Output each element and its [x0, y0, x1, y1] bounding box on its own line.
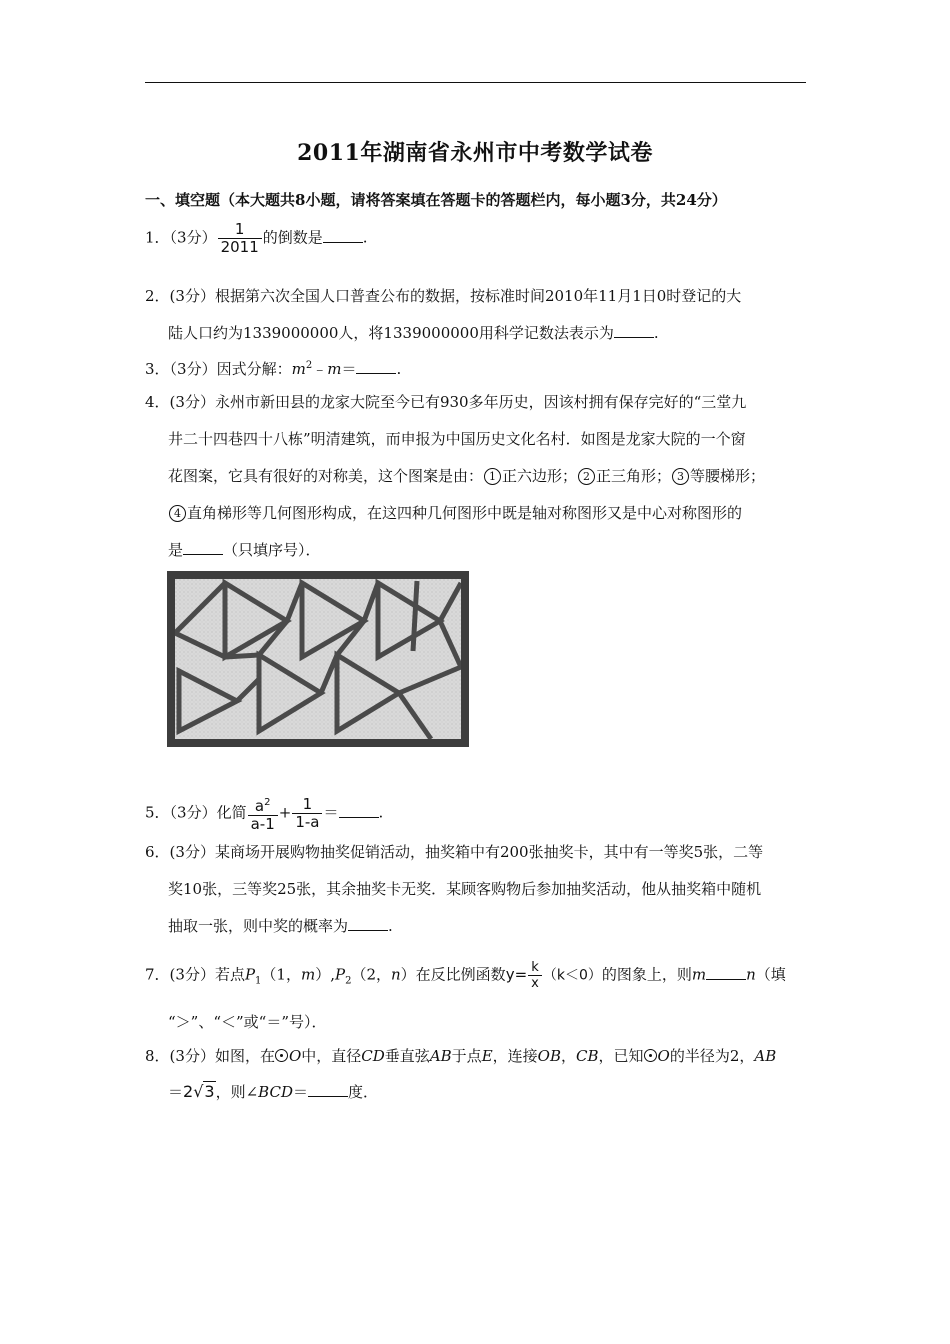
answer-blank[interactable] [339, 803, 379, 818]
answer-blank[interactable] [348, 916, 388, 931]
fraction: $\frac{1}{2011}$ [218, 221, 262, 256]
header-rule [145, 82, 806, 83]
question-6-cont-1: 奖10张，三等奖25张，其余抽奖卡无奖．某顾客购物后参加抽奖活动，他从抽奖箱中随机 [168, 880, 762, 898]
circled-number: 2 [578, 468, 595, 485]
fraction: $\frac{a^2}{a-1}$ [248, 794, 278, 833]
question-4-cont-3: 4 直角梯形等几何图形构成，在这四种几何图形中既是轴对称图形又是中心对称图形的 [168, 503, 742, 523]
question-7: 7．(3分）若点$P_1(1$，$m),P_2(2$，n）在反比例函数y= $\frac{k}{x}$ （k＜0）的图象上，则m n（填 [145, 960, 786, 991]
question-4-cont-1: 井二十四巷四十八栋”明清建筑，而申报为中国历史文化名村．如图是龙家大院的一个窗 [168, 430, 746, 448]
answer-blank[interactable] [356, 359, 396, 374]
question-4-cont-4: 是 （只填序号）． [168, 541, 321, 559]
answer-blank[interactable] [308, 1082, 348, 1097]
page-title: 2011年湖南省永州市中考数学试卷 [297, 140, 653, 166]
fraction: $\frac{1}{1-a}$ [292, 796, 322, 831]
circled-number: 3 [672, 468, 689, 485]
window-pattern-figure [167, 571, 469, 747]
question-8-cont: ＝2√3，则∠BCD＝ 度． [168, 1082, 379, 1101]
answer-blank[interactable] [183, 540, 223, 555]
fraction: $\frac{k}{x}$ [528, 960, 542, 991]
question-2: 2．(3分）根据第六次全国人口普查公布的数据，按标准时间2010年11月1日0时登记的大 [145, 287, 742, 305]
circle-symbol-icon [275, 1049, 288, 1062]
circled-number: 4 [169, 505, 186, 522]
answer-blank[interactable] [614, 323, 654, 338]
question-4-cont-2: 花图案，它具有很好的对称美，这个图案是由： 1 正六边形； 2 正三角形； 3 等腰梯形； [168, 467, 766, 485]
question-1: 1．（3分） $\frac{1}{2011}$ 的倒数是 . [145, 220, 368, 256]
question-7-cont: “＞”、“＜”或“＝”号）． [168, 1013, 327, 1031]
question-3: 3．（3分）因式分解：$m^2﹣m=$ . [145, 360, 402, 378]
answer-blank[interactable] [706, 965, 746, 980]
question-2-cont: 陆人口约为1339000000人，将1339000000用科学记数法表示为 . [168, 324, 659, 342]
question-6: 6．(3分）某商场开展购物抽奖促销活动，抽奖箱中有200张抽奖卡，其中有一等奖5张，二等 [145, 843, 764, 861]
sqrt-expression: 2√3 [183, 1082, 215, 1101]
section-heading: 一、填空题（本大题共8小题，请将答案填在答题卡的答题栏内，每小题3分，共24分） [145, 191, 727, 209]
answer-blank[interactable] [323, 228, 363, 243]
question-8: 8．(3分）如图，在 O中，直径CD垂直弦AB于点E，连接OB，CB，已知 O的半径为2，AB [145, 1047, 777, 1065]
question-6-cont-2: 抽取一张，则中奖的概率为 . [168, 917, 393, 935]
question-4: 4．(3分）永州市新田县的龙家大院至今已有930多年历史，因该村拥有保存完好的“三堂九 [145, 393, 747, 411]
question-5: 5．（3分）化简 $\frac{a^2}{a-1}$ + $\frac{1}{1-a}$ ＝ . [145, 795, 384, 833]
circled-number: 1 [484, 468, 501, 485]
circle-symbol-icon [644, 1049, 657, 1062]
